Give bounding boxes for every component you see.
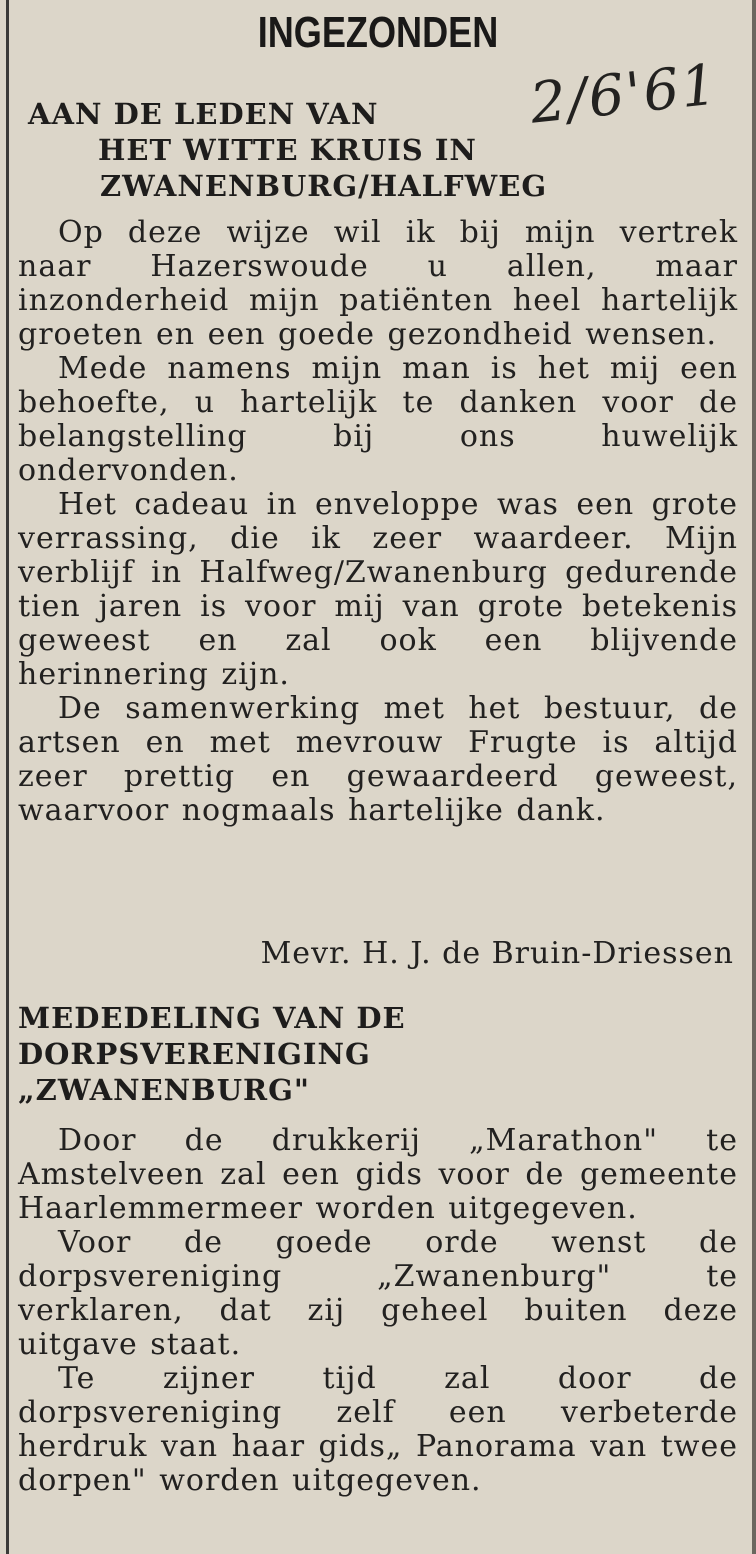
article2-paragraph: Te zijner tijd zal door de dorpsvereniging zelf een verbeterde herdruk van haar gids„ Panorama van twee dorpen" worden uitgegeven.: [18, 1361, 738, 1498]
article2-headline-line: MEDEDELING VAN DE: [18, 1001, 406, 1035]
article2-headline-line: „ZWANENBURG": [18, 1073, 310, 1107]
article2-headline: [18, 1000, 406, 1108]
article1-paragraph: Het cadeau in enveloppe was een grote verrassing, die ik zeer waardeer. Mijn verblijf in Halfweg/Zwanenburg gedurende tien jaren is voor mij van grote betekenis geweest en zal ook een blijvende herinnering zijn.: [18, 487, 738, 692]
article1-body: [18, 216, 738, 828]
article1-headline-line: AAN DE LEDEN VAN: [28, 97, 379, 131]
section-masthead: INGEZONDEN: [257, 8, 499, 57]
article2-paragraph: Door de drukkerij „Marathon" te Amstelveen zal een gids voor de gemeente Haarlemmermeer worden uitgegeven.: [18, 1123, 738, 1226]
article1-paragraph: Mede namens mijn man is het mij een behoefte, u hartelijk te danken voor de belangstelling bij ons huwelijk ondervonden.: [18, 351, 738, 488]
left-column-rule: [6, 0, 9, 1554]
article1-signature: Mevr. H. J. de Bruin-Driessen: [260, 936, 734, 971]
right-edge: [752, 0, 756, 1554]
article1-headline: [28, 96, 547, 204]
article2-headline-line: DORPSVERENIGING: [18, 1037, 371, 1071]
article1-paragraph: Op deze wijze wil ik bij mijn vertrek naar Hazerswoude u allen, maar inzonderheid mijn patiënten heel hartelijk groeten en een goede gezondheid wensen.: [18, 215, 738, 352]
article1-headline-line: ZWANENBURG/HALFWEG: [100, 169, 548, 203]
handwritten-date: 2/6'61: [527, 52, 722, 137]
article2-body: [18, 1124, 738, 1498]
article2-paragraph: Voor de goede orde wenst de dorpsvereniging „Zwanenburg" te verklaren, dat zij geheel buiten deze uitgave staat.: [18, 1225, 738, 1362]
article1-headline-line: HET WITTE KRUIS IN: [98, 133, 477, 167]
article1-paragraph: De samenwerking met het bestuur, de artsen en met mevrouw Frugte is altijd zeer prettig en gewaardeerd geweest, waarvoor nogmaals hartelijke dank.: [18, 691, 738, 828]
